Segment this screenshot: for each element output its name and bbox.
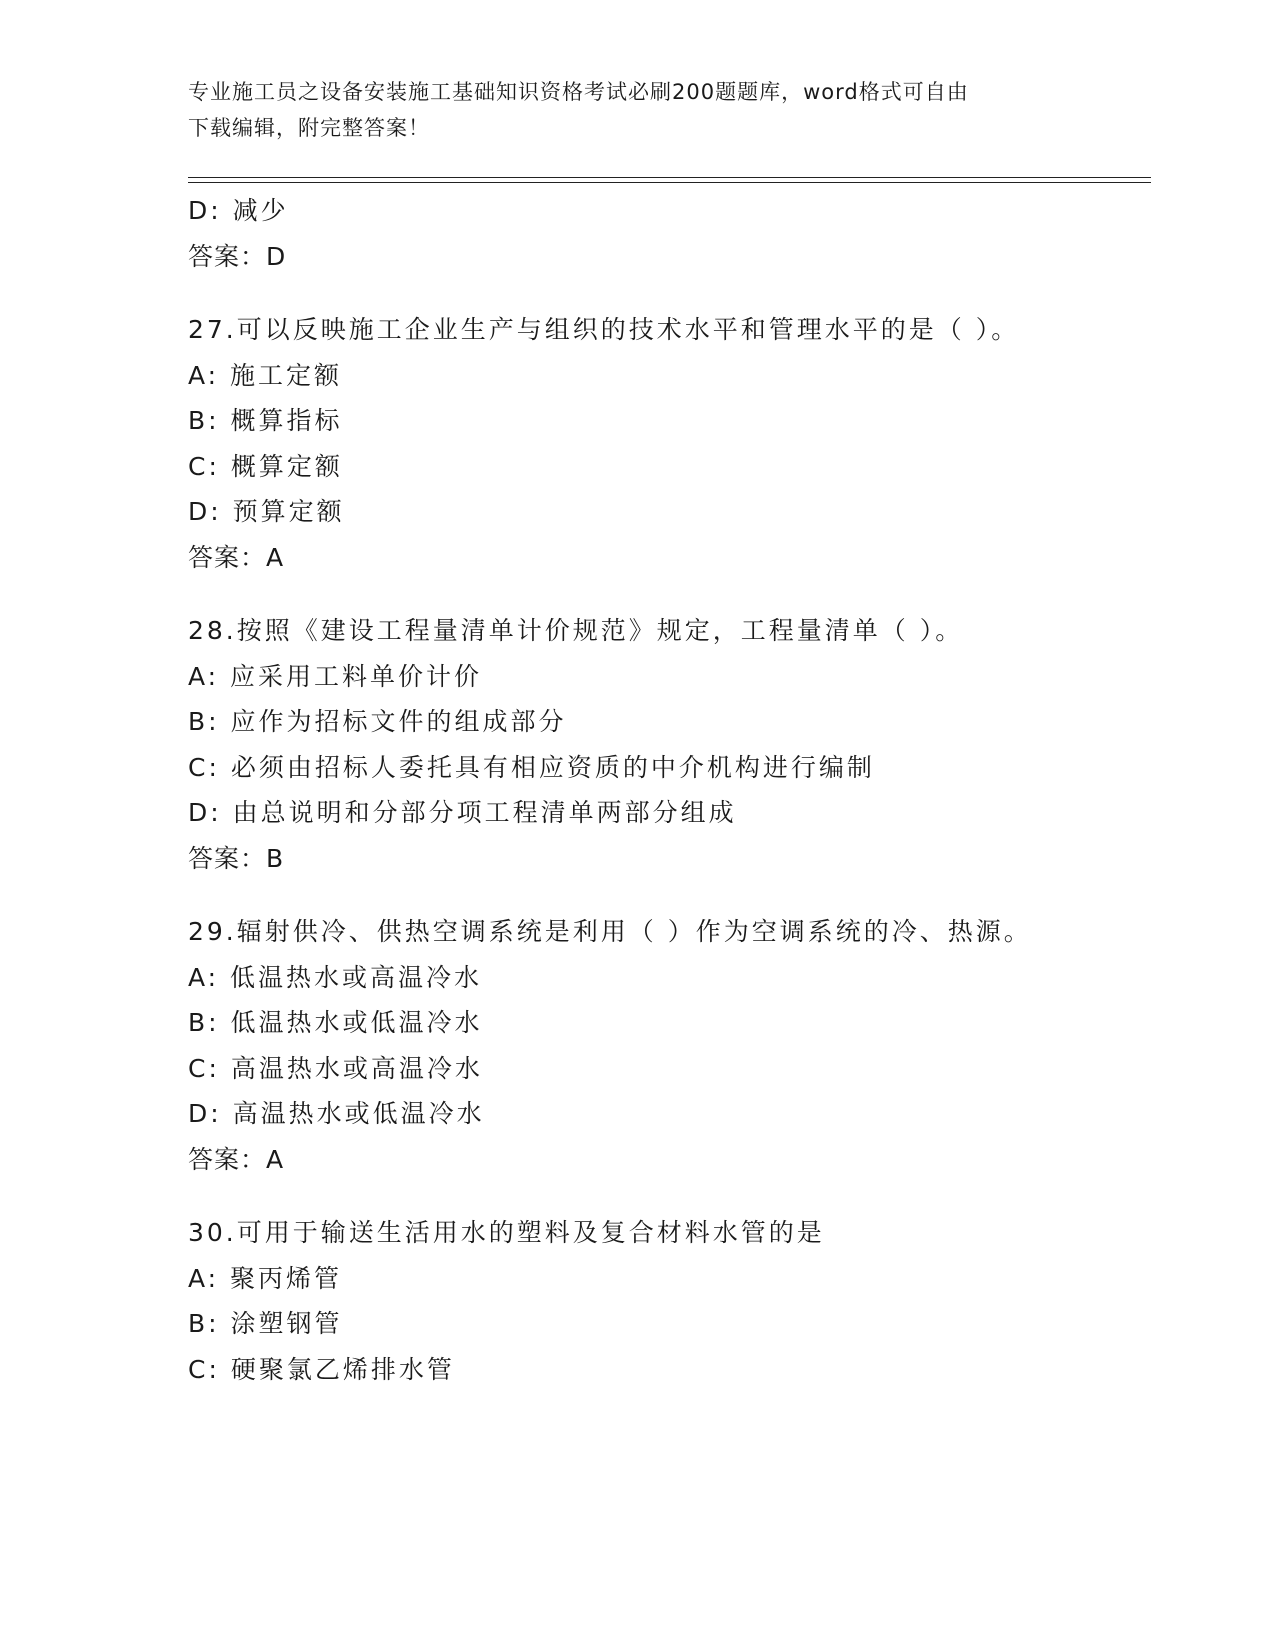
answer-line: 答案：A: [188, 1144, 285, 1174]
option-b: B: 涂塑钢管: [188, 1309, 343, 1338]
question-29: [188, 909, 1148, 1182]
option-d: D: 高温热水或低温冷水: [188, 1099, 485, 1128]
question-30: [188, 1210, 1148, 1392]
option-b: B: 应作为招标文件的组成部分: [188, 707, 567, 736]
option-b: B: 概算指标: [188, 406, 343, 435]
page-header: [188, 74, 1088, 146]
answer-line: 答案：A: [188, 542, 285, 572]
question-28: [188, 608, 1148, 881]
question-stem: 28.按照《建设工程量清单计价规范》规定，工程量清单（ ）。: [188, 616, 964, 645]
continued-question: [188, 188, 1148, 279]
option-a: A: 低温热水或高温冷水: [188, 962, 483, 992]
question-stem: 29.辐射供冷、供热空调系统是利用（ ）作为空调系统的冷、热源。: [188, 917, 1032, 946]
option-b: B: 低温热水或低温冷水: [188, 1008, 483, 1037]
answer-line: 答案：D: [188, 241, 287, 271]
header-title-line-1: 专业施工员之设备安装施工基础知识资格考试必刷200题题库，word格式可自由: [188, 80, 969, 104]
question-stem: 27.可以反映施工企业生产与组织的技术水平和管理水平的是（ ）。: [188, 315, 1020, 344]
option-d: D: 由总说明和分部分项工程清单两部分组成: [188, 798, 737, 827]
question-27: [188, 307, 1148, 580]
option-c: C: 必须由招标人委托具有相应资质的中介机构进行编制: [188, 752, 875, 782]
header-divider: [188, 182, 1151, 183]
option-a: A: 应采用工料单价计价: [188, 661, 483, 691]
header-title-line-2: 下载编辑，附完整答案！: [188, 116, 430, 140]
answer-line: 答案：B: [188, 843, 285, 873]
document-body: [188, 188, 1148, 1392]
option-d: D: 预算定额: [188, 497, 345, 526]
header-divider: [188, 177, 1151, 178]
option-c: C: 硬聚氯乙烯排水管: [188, 1354, 455, 1384]
option-a: A: 聚丙烯管: [188, 1263, 343, 1293]
option-d: D: 减少: [188, 196, 289, 225]
question-stem: 30.可用于输送生活用水的塑料及复合材料水管的是: [188, 1218, 825, 1247]
option-c: C: 概算定额: [188, 451, 343, 481]
option-a: A: 施工定额: [188, 360, 343, 390]
option-c: C: 高温热水或高温冷水: [188, 1053, 483, 1083]
